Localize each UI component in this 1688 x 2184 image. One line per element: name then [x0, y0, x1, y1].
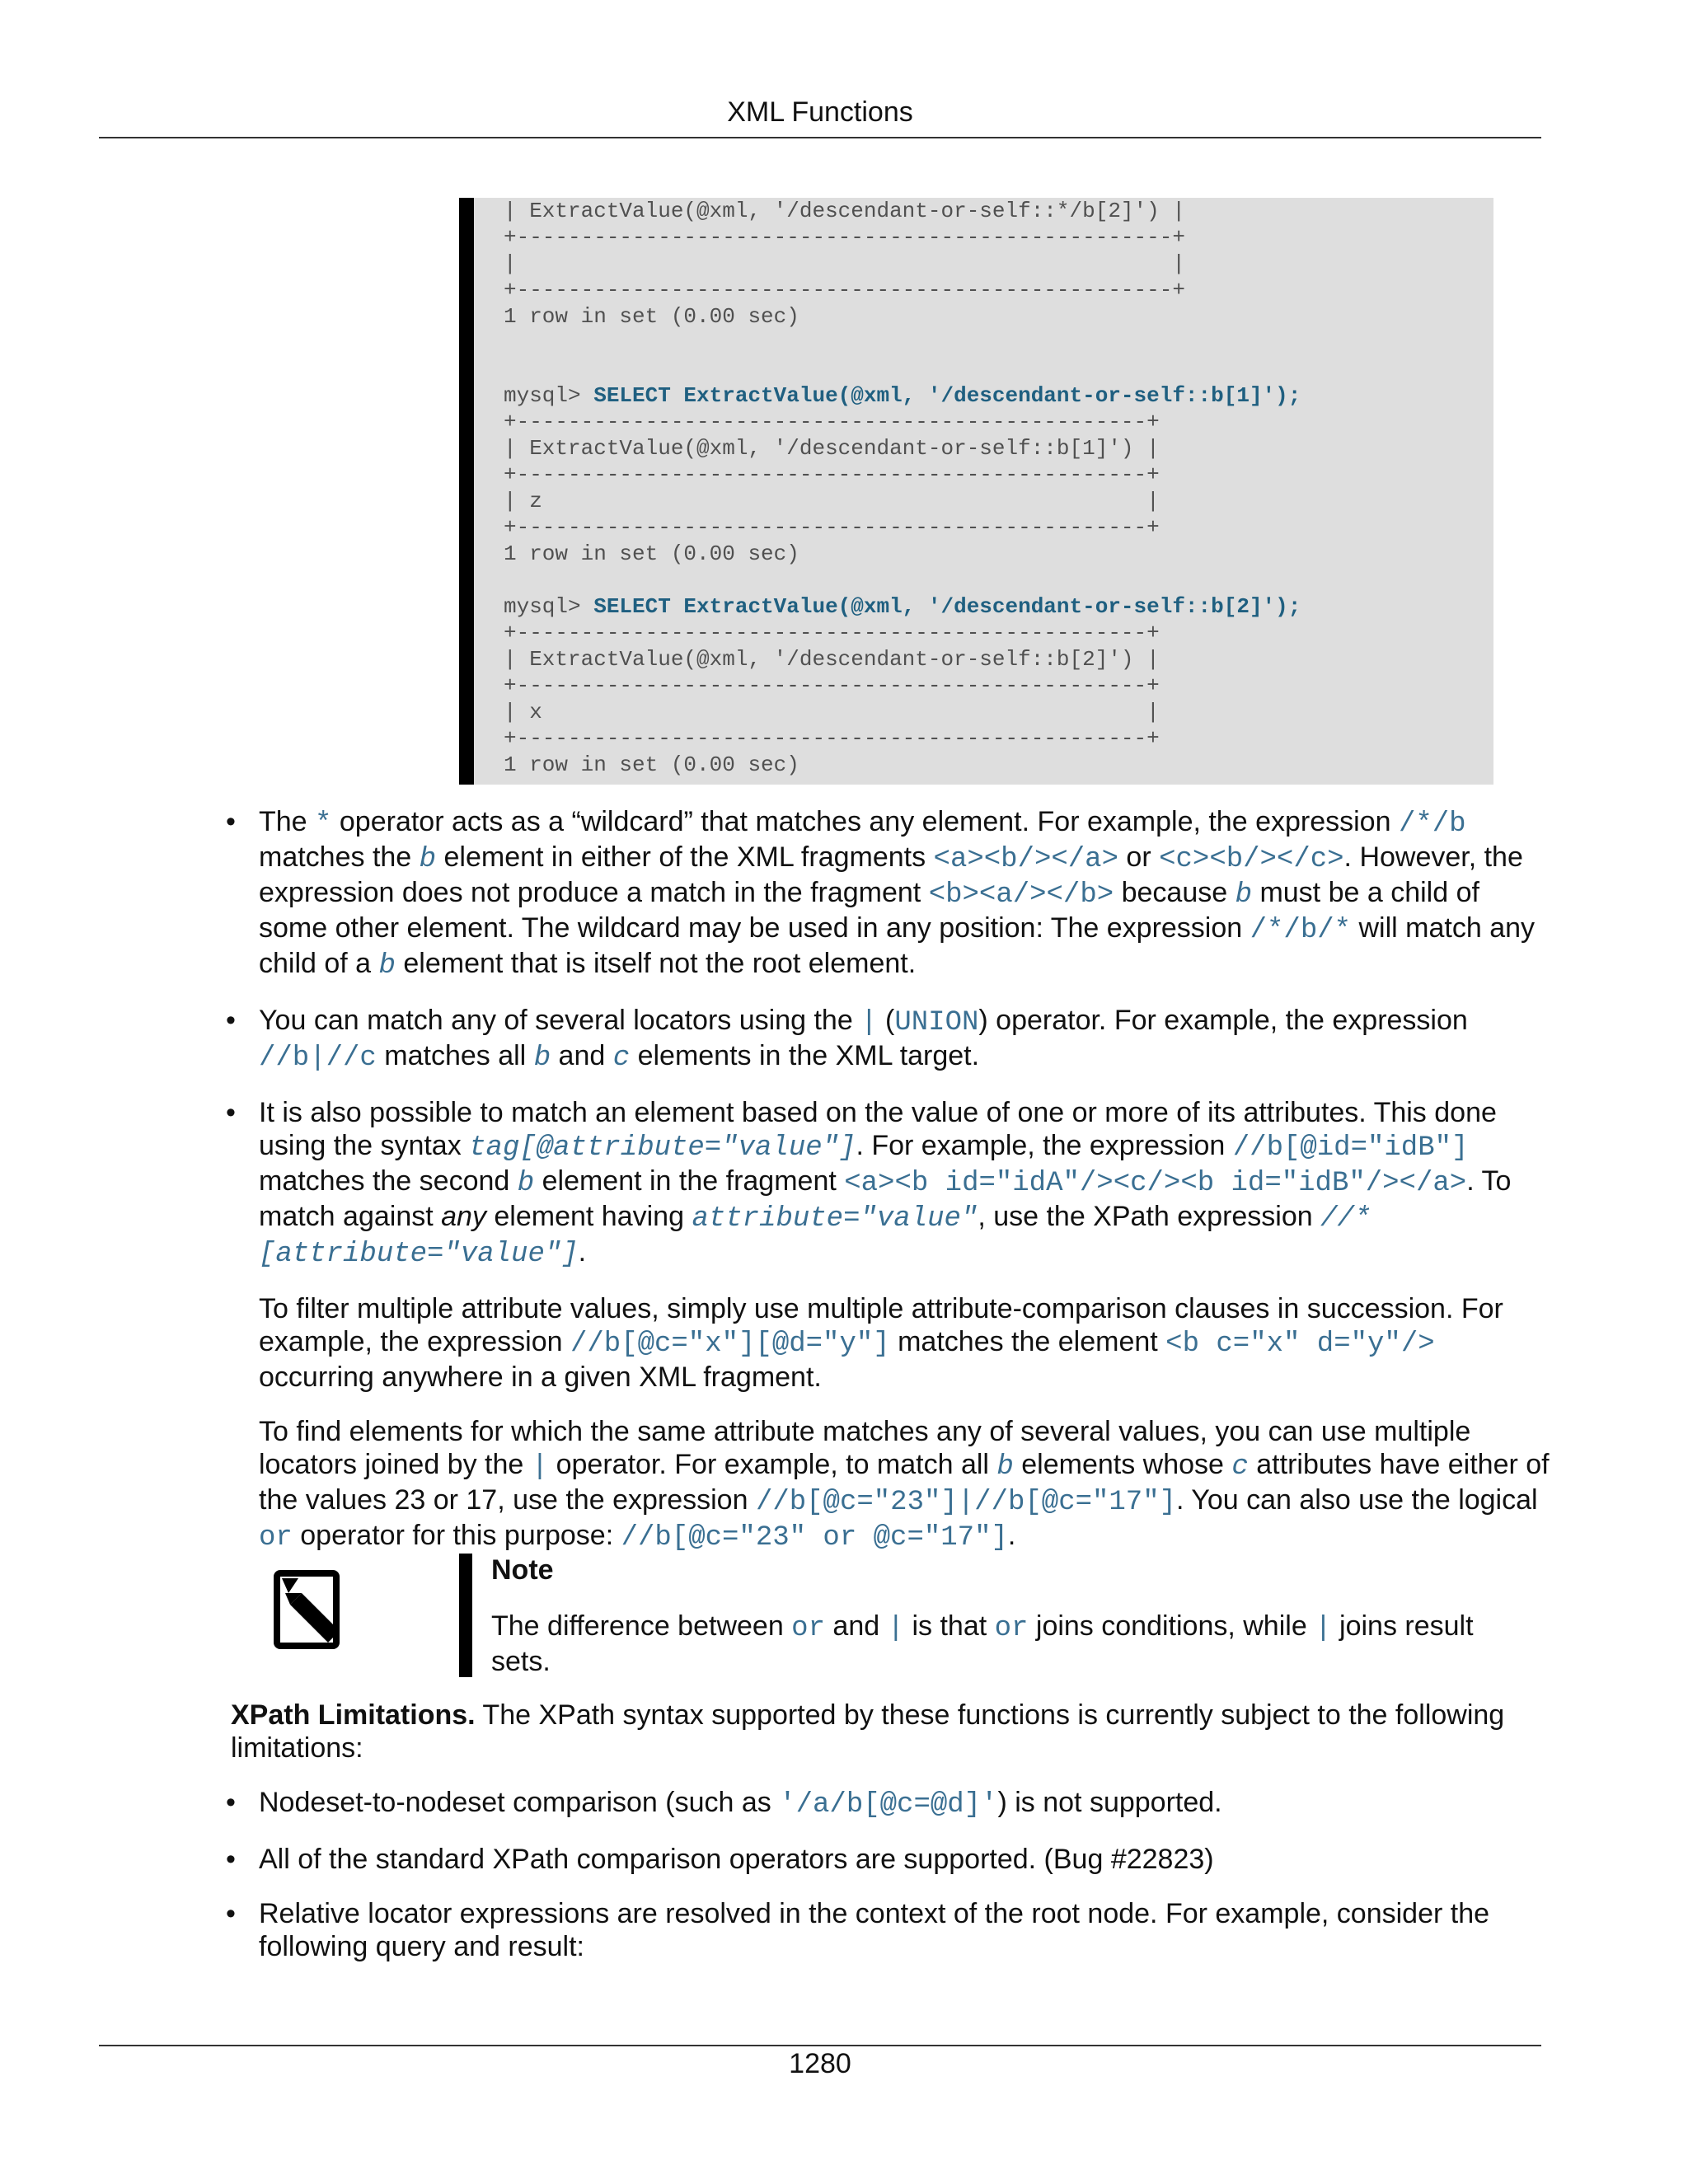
code-line [504, 356, 1493, 382]
sql-query: SELECT ExtractValue(@xml, '/descendant-or-self::b[1]'); [593, 383, 1301, 408]
code-block [459, 198, 1493, 785]
code-line: +-------------------------------------------------+ [504, 673, 1160, 698]
page-header-title: XML Functions [727, 96, 913, 128]
limitations-paragraph: XPath Limitations. The XPath syntax supported by these functions is currently subject to the following limitations: [231, 1699, 1505, 1764]
mysql-prompt: mysql> [504, 594, 594, 619]
code-line: +---------------------------------------------------+ [504, 225, 1185, 250]
paragraph-multiple-attributes: To filter multiple attribute values, simply use multiple attribute-comparison clauses in succession. For example, the expression //b[@c="x"][@d="y"] matches the element <b c="x" d="y"/> occurring anywhere in a given XML fragment. [259, 1293, 1503, 1393]
code-line: +-------------------------------------------------+ [504, 410, 1160, 434]
header-divider [99, 137, 1541, 138]
limitations-section [226, 1699, 1550, 1985]
code-line [504, 567, 1493, 593]
code-line: | | [504, 251, 1185, 276]
code-line: 1 row in set (0.00 sec) [504, 752, 799, 777]
paragraph-any-of-values: To find elements for which the same attribute matches any of several values, you can use multiple locators joined by the | operator. For example, to match all b elements whose c attributes have either of the values 23 or 17, use the expression //b[@c="23"]|//b[@c="17"]. You can also use the logical or operator for this purpose: //b[@c="23" or @c="17"]. [259, 1416, 1550, 1554]
code-line: +-------------------------------------------------+ [504, 515, 1160, 540]
bullet-list [226, 805, 1550, 1576]
code-line-query [504, 382, 1493, 409]
mysql-prompt: mysql> [504, 383, 594, 408]
limitations-heading: XPath Limitations. [231, 1699, 476, 1731]
code-line: 1 row in set (0.00 sec) [504, 541, 799, 566]
code-line: | ExtractValue(@xml, '/descendant-or-self::*/b[2]') | [504, 199, 1185, 223]
list-item-union: • You can match any of several locators using the | (UNION) operator. For example, the expression //b|//c matches all b and c elements in the XML target. [226, 1005, 1468, 1074]
bullet-icon: • [226, 1787, 236, 1818]
note-pencil-icon [274, 1568, 345, 1651]
code-line: +-------------------------------------------------+ [504, 726, 1160, 751]
note-text: The difference between or and | is that or joins conditions, while | joins result sets. [491, 1610, 1474, 1677]
bullet-icon: • [226, 1844, 236, 1875]
code-line: | ExtractValue(@xml, '/descendant-or-self::b[2]') | [504, 647, 1160, 672]
code-line: | z | [504, 489, 1160, 513]
bullet-icon: • [226, 1005, 236, 1036]
code-line [504, 330, 1493, 356]
list-item-nodeset: • Nodeset-to-nodeset comparison (such as '/a/b[@c=@d]') is not supported. [226, 1787, 1222, 1821]
code-line: +-------------------------------------------------+ [504, 462, 1160, 487]
code-line-query [504, 593, 1493, 620]
code-line: 1 row in set (0.00 sec) [504, 304, 799, 329]
list-item-wildcard: • The * operator acts as a “wildcard” that matches any element. For example, the expression /*/b matches the b element in either of the XML fragments <a><b/></a> or <c><b/></c>. However, the expression does not produce a match in the fragment <b><a/></b> because b must be a child of some other element. The wildcard may be used in any position: The expression /*/b/* will match any child of a b element that is itself not the root element. [226, 806, 1536, 982]
code-line: | ExtractValue(@xml, '/descendant-or-self::b[1]') | [504, 436, 1160, 461]
code-line: | x | [504, 700, 1160, 724]
bullet-icon: • [226, 1898, 236, 1929]
note-sidebar-bar [459, 1554, 472, 1677]
list-item-operators: • All of the standard XPath comparison operators are supported. (Bug #22823) [226, 1844, 1214, 1875]
bullet-icon: • [226, 1097, 236, 1128]
note-box [231, 1554, 1550, 1677]
page-number: 1280 [789, 2048, 851, 2079]
list-item-relative: • Relative locator expressions are resolved in the context of the root node. For example, consider the following query and result: [226, 1898, 1490, 1962]
bullet-icon: • [226, 806, 236, 837]
code-line: +-------------------------------------------------+ [504, 621, 1160, 645]
list-item-attributes: • It is also possible to match an element based on the value of one or more of its attributes. This done using the syntax tag[@attribute="value"]. For example, the expression //b[@id="idB"] matches the second b element in the fragment <a><b id="idA"/><c/><b id="idB"/></a>. To match against any element having attribute="value", use the XPath expression //*[attribute="value"]. [226, 1097, 1512, 1270]
code-line: +---------------------------------------------------+ [504, 278, 1185, 302]
footer-divider [99, 2045, 1541, 2046]
sql-query: SELECT ExtractValue(@xml, '/descendant-or-self::b[2]'); [593, 594, 1301, 619]
note-title: Note [491, 1554, 554, 1586]
